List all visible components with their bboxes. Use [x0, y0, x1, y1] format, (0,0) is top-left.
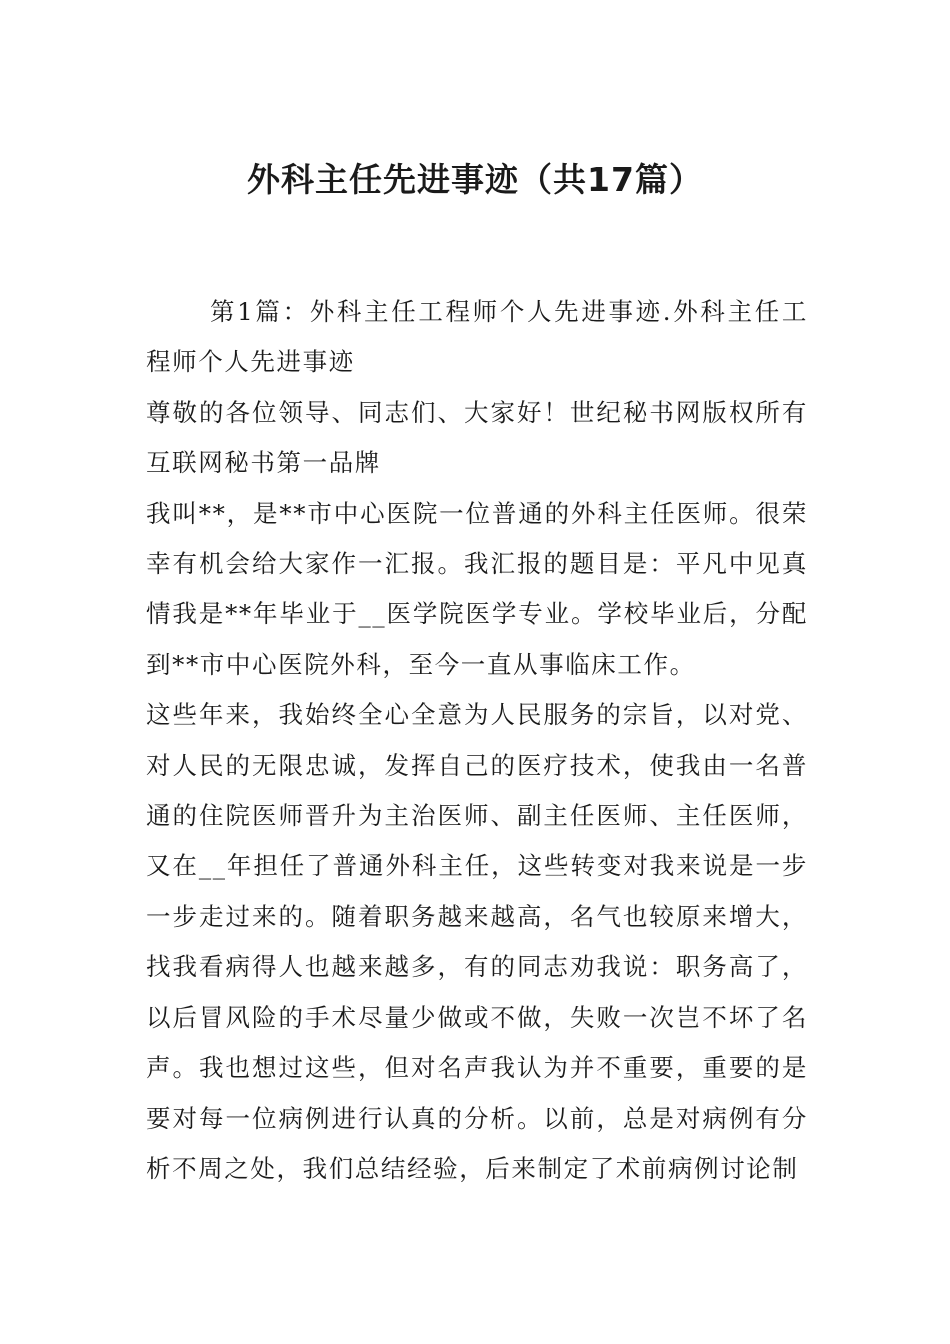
document-body: [146, 287, 808, 1194]
document-title: 外科主任先进事迹（共17篇）: [247, 160, 703, 199]
paragraph-introduction: 我叫**，是**市中心医院一位普通的外科主任医师。很荣幸有机会给大家作一汇报。我汇报的题目是：平凡中见真情我是**年毕业于__医学院医学专业。学校毕业后，分配到**市中心医院外科，至今一直从事临床工作。: [146, 498, 808, 679]
paragraph-greeting: 尊敬的各位领导、同志们、大家好！世纪秘书网版权所有互联网秘书第一品牌: [146, 397, 808, 478]
paragraph-experience: 这些年来，我始终全心全意为人民服务的宗旨，以对党、对人民的无限忠诚，发挥自己的医疗技术，使我由一名普通的住院医师晋升为主治医师、副主任医师、主任医师，又在__年担任了普通外科主任，这些转变对我来说是一步一步走过来的。随着职务越来越高，名气也较原来增大，找我看病得人也越来越多，有的同志劝我说：职务高了，以后冒风险的手术尽量少做或不做，失败一次岂不坏了名声。我也想过这些，但对名声我认为并不重要，重要的是要对每一位病例进行认真的分析。以前，总是对病例有分析不周之处，我们总结经验，后来制定了术前病例讨论制: [146, 700, 808, 1183]
paragraph-heading: 第1篇：外科主任工程师个人先进事迹.外科主任工程师个人先进事迹: [146, 297, 808, 377]
